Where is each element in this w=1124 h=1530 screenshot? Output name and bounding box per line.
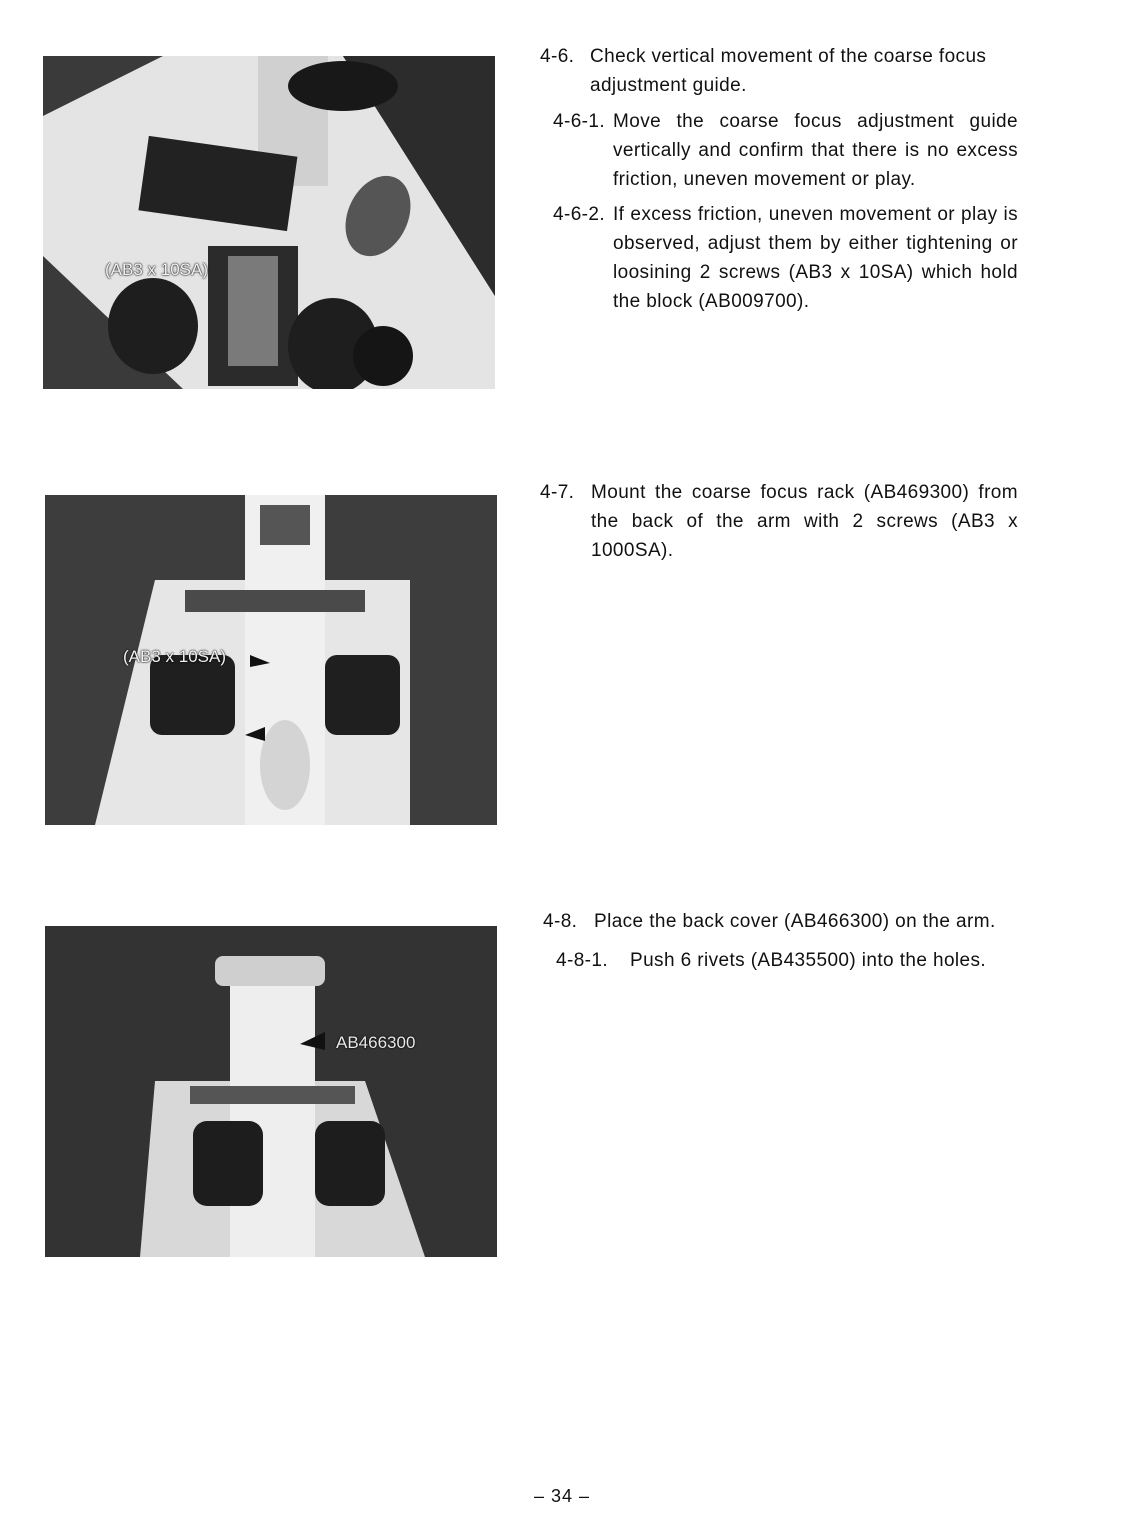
step-number: 4-6-2. [553, 204, 606, 225]
step-number: 4-6. [540, 46, 575, 67]
photo-coarse-focus-guide [43, 56, 495, 389]
photo-back-cover [45, 926, 497, 1257]
step-text: Push 6 rivets (AB435500) into the holes. [630, 950, 987, 971]
photo-coarse-focus-rack [45, 495, 497, 825]
step-number: 4-7. [540, 482, 575, 503]
step-number: 4-8-1. [556, 950, 609, 971]
page-number: – 34 – [533, 1486, 591, 1506]
step-text: Place the back cover (AB466300) on the arm. [594, 911, 996, 932]
step-text: Move the coarse focus adjustment guide vertically and confirm that there is no excess friction, uneven movement or play. [613, 111, 1018, 190]
photo-callout: AB466300 [336, 1033, 416, 1052]
step-text: Check vertical movement of the coarse focus adjustment guide. [590, 46, 987, 96]
step-text: If excess friction, uneven movement or play is observed, adjust them by either tightening or loosining 2 screws (AB3 x 10SA) which hold the block (AB009700). [613, 204, 1018, 312]
step-text: Mount the coarse focus rack (AB469300) from the back of the arm with 2 screws (AB3 x 1000SA). [591, 482, 1018, 561]
photo-callout: (AB3 x 10SA) [123, 647, 226, 666]
step-number: 4-6-1. [553, 111, 606, 132]
step-number: 4-8. [543, 911, 578, 932]
photo-callout: (AB3 x 10SA) [105, 260, 208, 279]
